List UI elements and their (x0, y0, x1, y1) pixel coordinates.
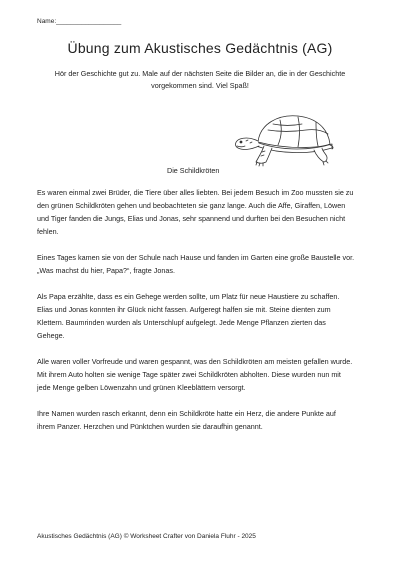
page-title: Übung zum Akustisches Gedächtnis (AG) (67, 40, 333, 56)
instructions: Hör der Geschichte gut zu. Male auf der nächsten Seite die Bilder an, die in der Geschichte vorgekommen sind. Viel Spaß! (54, 69, 346, 90)
page-footer: Akustisches Gedächtnis (AG) © Worksheet Crafter von Daniela Fluhr - 2025 (37, 533, 256, 540)
turtle-illustration (228, 108, 336, 170)
story-paragraph: Es waren einmal zwei Brüder, die Tiere über alles liebten. Bei jedem Besuch im Zoo mussten sie zu den grünen Schildkröten gehen und beobachteten sie ganz lange. Auch die Affe, Giraffen, Löwen und Tiger fanden die Jungs, Elias und Jonas, sehr spannend und durften bei den Besuchen nicht fehlen. (37, 188, 354, 236)
story-paragraph: Als Papa erzählte, dass es ein Gehege werden sollte, um Platz für neue Haustiere zu schaffen. Elias und Jonas konnten ihr Glück nicht fassen. Aufgeregt halfen sie mit. Steine dienten zum Klettern. Baumrinden wurden als Unterschlupf aufgelegt. Jede Menge Pflanzen zierten das Gehege. (37, 292, 340, 340)
illustration-caption: Die Schildkröten (167, 166, 220, 175)
story-text (37, 186, 355, 446)
story-paragraph: Ihre Namen wurden rasch erkannt, denn ein Schildkröte hatte ein Herz, die andere Punkte auf ihrem Panzer. Herzchen und Pünktchen wurden sie daraufhin genannt. (37, 409, 336, 431)
name-field-label: Name:__________________ (37, 18, 122, 25)
story-paragraph: Eines Tages kamen sie von der Schule nach Hause und fanden im Garten eine große Baustelle vor. „Was machst du hier, Papa?“, fragte Jonas. (37, 253, 355, 275)
story-paragraph: Alle waren voller Vorfreude und waren gespannt, was den Schildkröten am meisten gefallen wurde. Mit ihrem Auto holten sie wenige Tage später zwei Schildkröten abholten. Diese wurden nun mit jede Menge gelben Löwenzahn und grünen Kleeblättern versorgt. (37, 357, 353, 392)
